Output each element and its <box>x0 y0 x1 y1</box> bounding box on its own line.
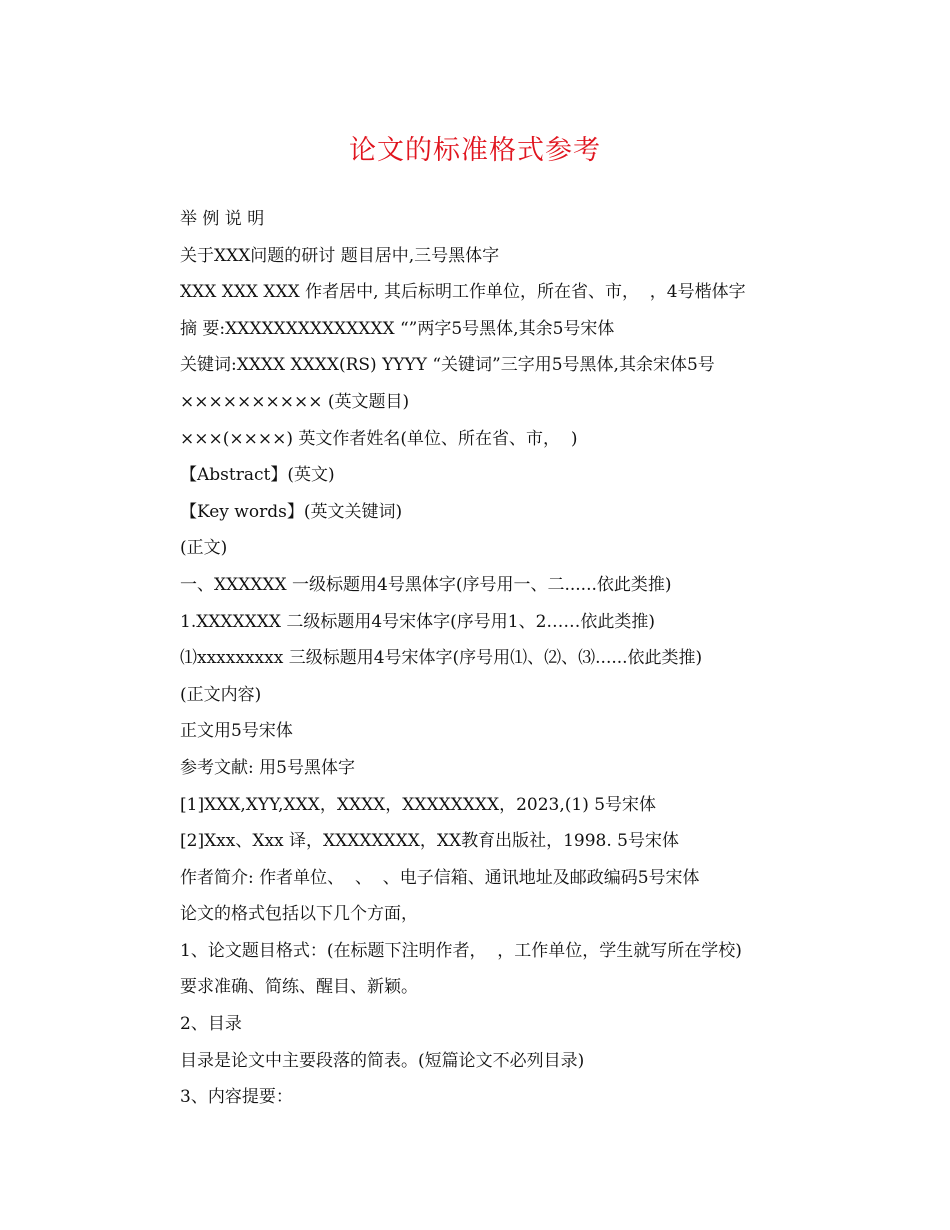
body-line: 要求准确、简练、醒目、新颖。 <box>180 977 418 998</box>
body-line: (正文) <box>180 538 228 559</box>
body-line: ×××(××××) 英文作者姓名(单位、所在省、市， ) <box>180 428 578 449</box>
body-line: (正文内容) <box>180 684 262 705</box>
body-line: 关于XXX问题的研讨 题目居中,三号黑体字 <box>180 245 500 266</box>
body-line: 一、XXXXXX 一级标题用4号黑体字(序号用一、二......依此类推) <box>180 574 672 595</box>
body-line: [2]Xxx、Xxx 译，XXXXXXXX，XX教育出版社，1998. 5号宋体 <box>180 831 679 852</box>
body-line: 论文的格式包括以下几个方面， <box>180 904 418 925</box>
body-line: 作者简介: 作者单位、 、 、电子信箱、通讯地址及邮政编码5号宋体 <box>180 867 700 888</box>
body-line: 3、内容提要： <box>180 1087 293 1108</box>
body-line: 举 例 说 明 <box>180 209 265 229</box>
body-line: XXX XXX XXX 作者居中, 其后标明工作单位，所在省、市， ，4号楷体字 <box>180 282 746 303</box>
body-line: 目录是论文中主要段落的简表。(短篇论文不必列目录) <box>180 1050 585 1071</box>
document-title: 论文的标准格式参考 <box>349 135 601 166</box>
body-line: 关键词:XXXX XXXX(RS) YYYY “关键词”三字用5号黑体,其余宋体5号 <box>180 355 715 376</box>
body-line: 摘 要:XXXXXXXXXXXXXX “”两字5号黑体,其余5号宋体 <box>180 318 615 339</box>
body-line: 【Abstract】(英文) <box>180 465 335 486</box>
body-line: 参考文献: 用5号黑体字 <box>180 757 355 778</box>
body-line: 1.XXXXXXX 二级标题用4号宋体字(序号用1、2……依此类推) <box>180 611 656 632</box>
body-line: ⑴xxxxxxxxx 三级标题用4号宋体字(序号用⑴、⑵、⑶......依此类推) <box>180 648 703 669</box>
body-line: 2、目录 <box>180 1014 242 1035</box>
body-line: [1]XXX,XYY,XXX，XXXX，XXXXXXXX，2023,(1) 5号宋体 <box>180 794 657 815</box>
body-line: 正文用5号宋体 <box>180 721 293 742</box>
body-line: 【Key words】(英文关键词) <box>180 501 403 522</box>
document-body <box>180 207 880 1122</box>
body-line: ×××××××××× (英文题目) <box>180 391 410 412</box>
body-line: 1、论文题目格式：(在标题下注明作者， ，工作单位，学生就写所在学校) <box>180 940 742 961</box>
